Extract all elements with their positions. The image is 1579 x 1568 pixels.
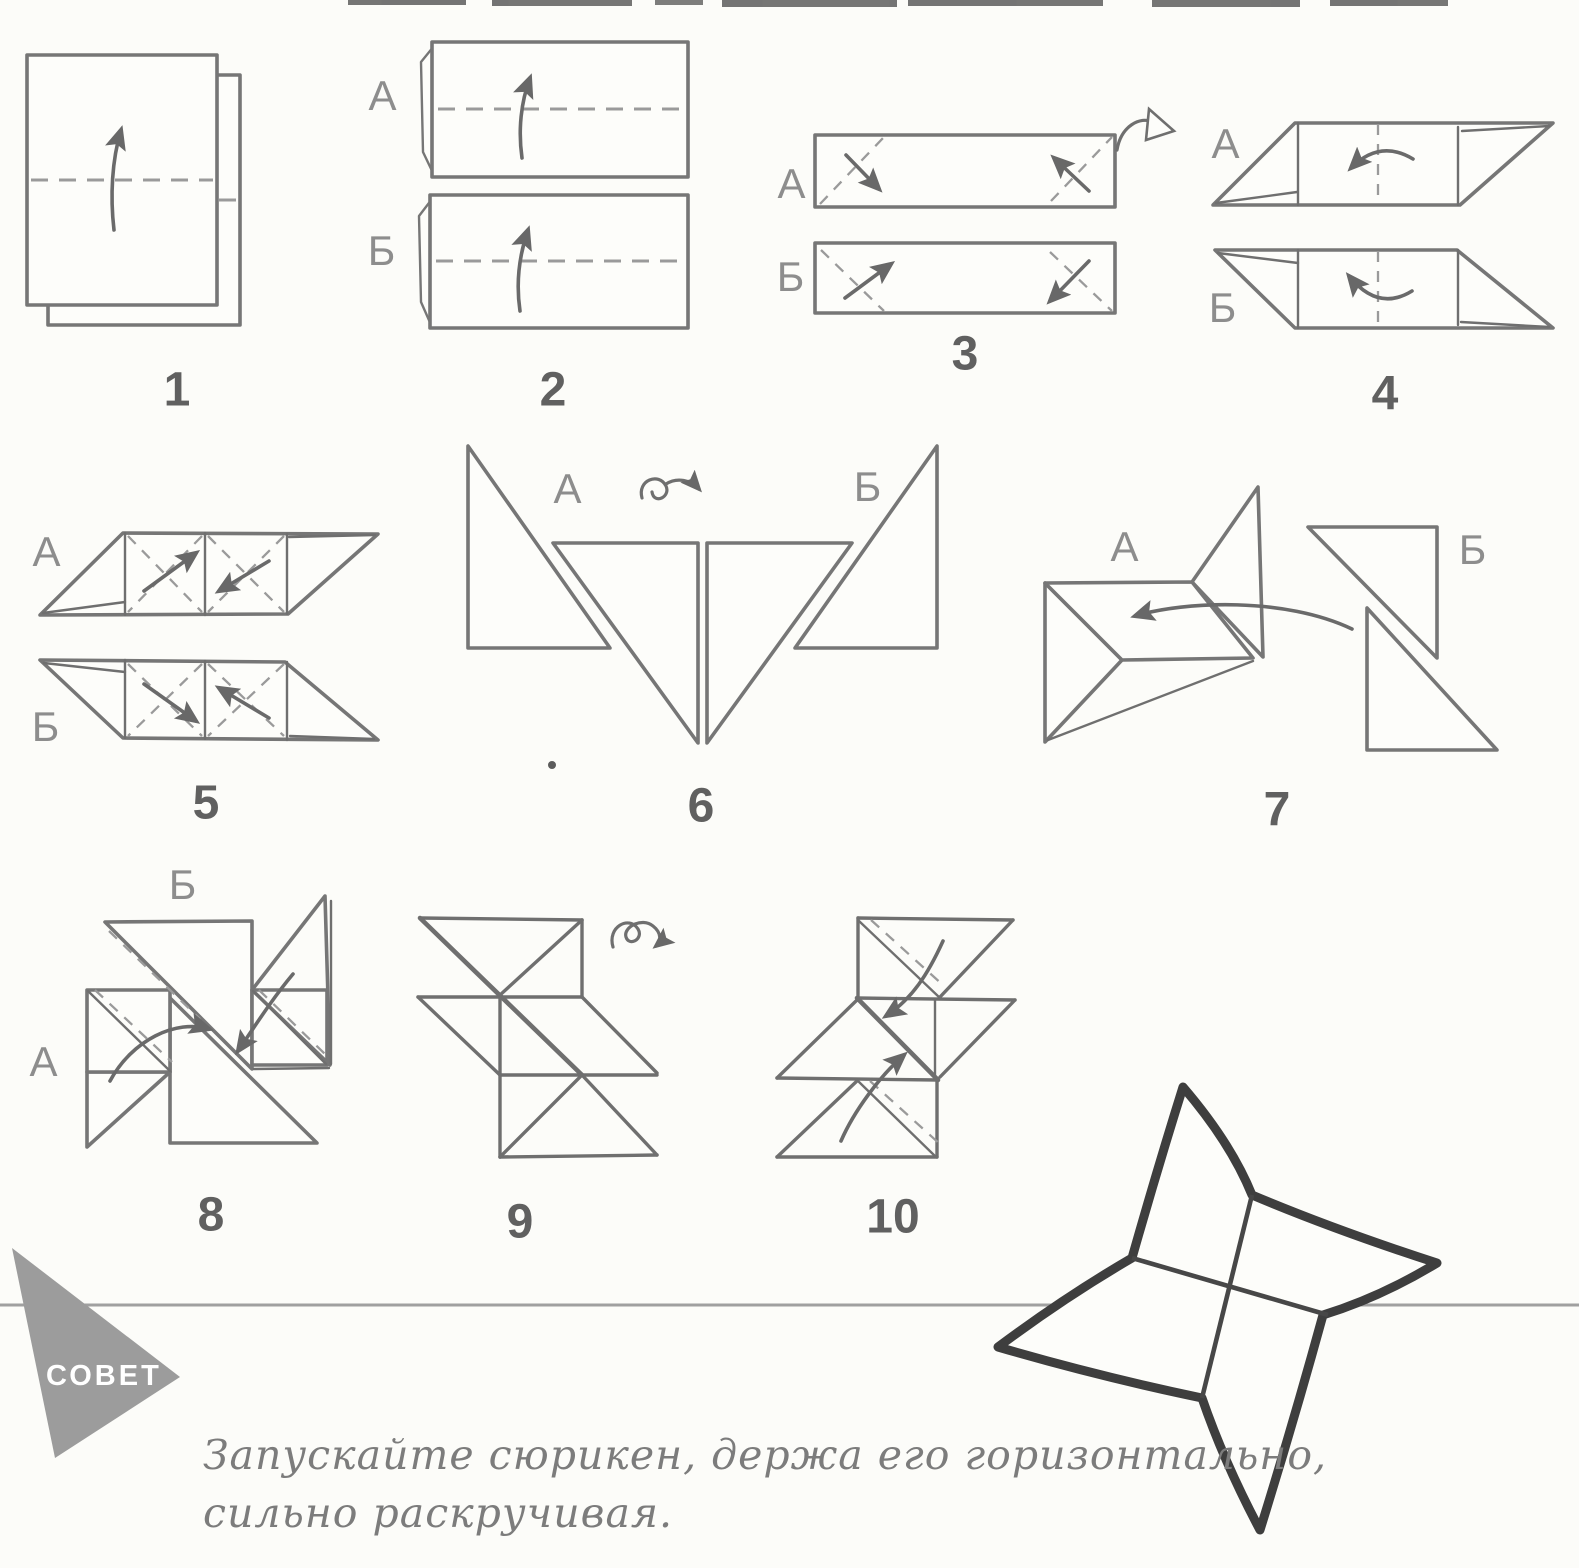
step9-number: 9 — [506, 1195, 534, 1249]
step1-number: 1 — [163, 363, 191, 417]
step2-number: 2 — [539, 363, 567, 417]
step6-number: 6 — [687, 779, 715, 833]
unit-a-outline — [40, 533, 378, 615]
step4-part-b-label: Б — [1208, 284, 1238, 331]
advice-badge-label: СОВЕТ — [46, 1360, 162, 1392]
step4-number: 4 — [1371, 367, 1399, 421]
step1-diagram — [27, 55, 240, 325]
rotate-arrow-tail — [666, 480, 699, 489]
tip-text-line2: сильно раскручивая. — [203, 1489, 674, 1537]
step2-diagram — [419, 42, 688, 328]
step5-number: 5 — [192, 776, 220, 830]
advice-triangle-icon — [12, 1248, 180, 1458]
step6-part-a-label: А — [553, 465, 583, 512]
step2-part-b-label: Б — [367, 227, 397, 274]
step5-part-a-label: А — [32, 528, 62, 575]
step8-part-b-label: Б — [168, 861, 198, 908]
step8-number: 8 — [197, 1188, 225, 1242]
step2-part-a-label: А — [368, 72, 398, 119]
unit-b-outline — [1215, 250, 1553, 328]
step4-part-a-label: А — [1211, 120, 1241, 167]
unit-a-outline — [1213, 123, 1553, 205]
step7-part-b-label: Б — [1458, 526, 1488, 573]
step3-diagram — [815, 109, 1174, 313]
tuck-arrow-icon — [841, 1055, 904, 1141]
tip-text-line1: Запускайте сюрикен, держа его горизонтально, — [203, 1431, 1328, 1479]
unit-b-outline — [40, 660, 378, 740]
step4-diagram — [1213, 123, 1553, 328]
rotate-arrow-icon — [641, 479, 667, 499]
step3-part-b-label: Б — [776, 253, 806, 300]
tuck-fold-dash — [870, 1081, 941, 1145]
page-top-crop-marks — [348, 0, 1448, 7]
tuck-fold-dash — [871, 920, 944, 986]
step5-part-b-label: Б — [31, 703, 61, 750]
step7-part-a-label: А — [1110, 523, 1140, 570]
step10-number: 10 — [866, 1190, 920, 1244]
print-dot — [548, 761, 556, 769]
step6-part-b-label: Б — [853, 463, 883, 510]
step5-diagram — [40, 533, 378, 740]
step7-number: 7 — [1263, 783, 1291, 837]
unit-a-fin — [87, 1072, 170, 1147]
step8-part-a-label: А — [29, 1038, 59, 1085]
step9-diagram — [418, 918, 660, 1157]
flip-arrow-head — [1146, 109, 1174, 140]
step3-number: 3 — [951, 327, 979, 381]
step10-diagram — [777, 918, 1015, 1157]
turn-over-arrow-icon — [612, 922, 660, 947]
step3-part-a-label: А — [777, 160, 807, 207]
step8-diagram — [87, 896, 331, 1147]
